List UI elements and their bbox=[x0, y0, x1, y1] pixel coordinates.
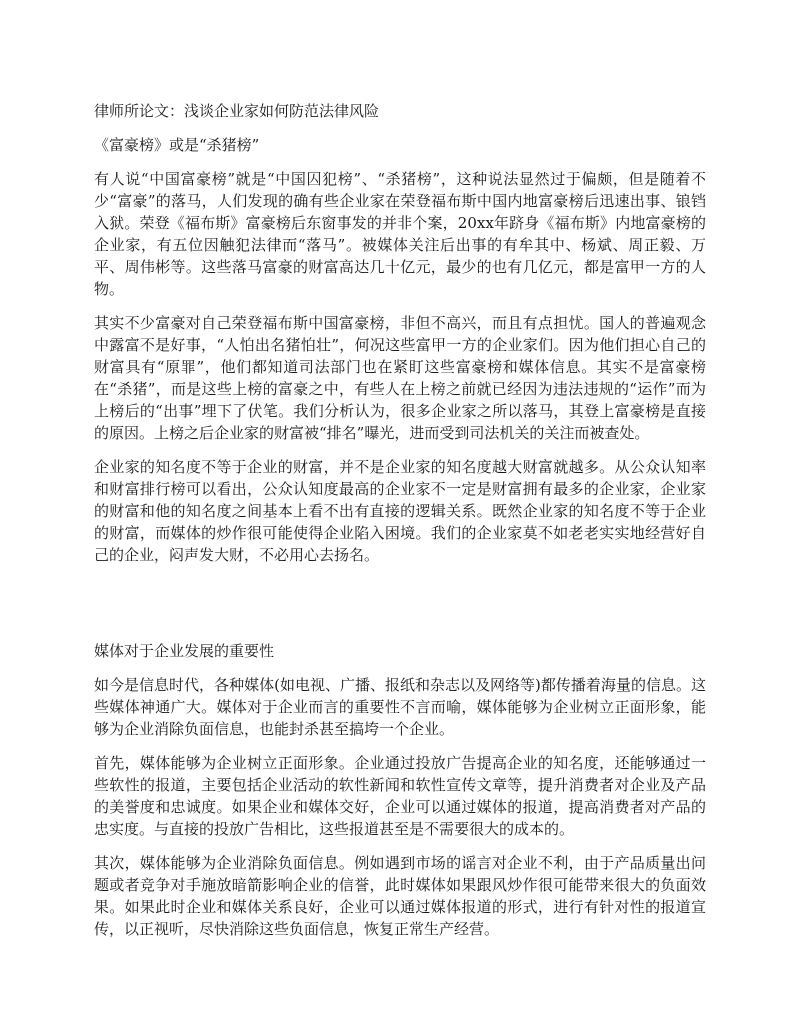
paragraph-rich-list-3: 企业家的知名度不等于企业的财富，并不是企业家的知名度越大财富就越多。从公众认知率和财富排行榜可以看出，公众认知度最高的企业家不一定是财富拥有最多的企业家，企业家的财富和他的知名度之间基本上看不出有直接的逻辑关系。既然企业家的知名度不等于企业的财富，而媒体的炒作很可能使得企业陷入困境。我们的企业家莫不如老老实实地经营好自己的企业，闷声发大财，不必用心去扬名。 bbox=[94, 458, 706, 564]
document-page bbox=[94, 100, 706, 952]
section-heading-rich-list: 《富豪榜》或是“杀猪榜” bbox=[94, 136, 260, 154]
paragraph-media-1: 如今是信息时代，各种媒体(如电视、广播、报纸和杂志以及网络等)都传播着海量的信息。这些媒体神通广大。媒体对于企业而言的重要性不言而喻，媒体能够为企业树立正面形象，能够为企业消除负面信息，也能封杀甚至搞垮一个企业。 bbox=[94, 676, 706, 738]
paragraph-media-2: 首先，媒体能够为企业树立正面形象。企业通过投放广告提高企业的知名度，还能够通过一些软性的报道，主要包括企业活动的软性新闻和软性宣传文章等，提升消费者对企业及产品的美誉度和忠诚度。如果企业和媒体交好，企业可以通过媒体的报道，提高消费者对产品的忠实度。与直接的投放广告相比，这些报道甚至是不需要很大的成本的。 bbox=[94, 754, 706, 838]
document-title: 律师所论文：浅谈企业家如何防范法律风险 bbox=[94, 102, 380, 120]
paragraph-media-3: 其次，媒体能够为企业消除负面信息。例如遇到市场的谣言对企业不利，由于产品质量出问题或者竞争对手施放暗箭影响企业的信誉，此时媒体如果跟风炒作很可能带来很大的负面效果。如果此时企业和媒体关系良好，企业可以通过媒体报道的形式，进行有针对性的报道宣传，以正视听，尽快消除这些负面信息，恢复正常生产经营。 bbox=[94, 854, 706, 938]
paragraph-rich-list-1: 有人说“中国富豪榜”就是“中国囚犯榜”、“杀猪榜”，这种说法显然过于偏颇，但是随着不少“富豪”的落马，人们发现的确有些企业家在荣登福布斯中国内地富豪榜后迅速出事、锒铛入狱。荣登《福布斯》富豪榜后东窗事发的并非个案，20xx年跻身《福布斯》内地富豪榜的企业家，有五位因触犯法律而“落马”。被媒体关注后出事的有牟其中、杨斌、周正毅、万平、周伟彬等。这些落马富豪的财富高达几十亿元，最少的也有几亿元，都是富甲一方的人物。 bbox=[94, 170, 706, 298]
section-heading-media: 媒体对于企业发展的重要性 bbox=[94, 642, 275, 660]
paragraph-rich-list-2: 其实不少富豪对自己荣登福布斯中国富豪榜，非但不高兴，而且有点担忧。国人的普遍观念中露富不是好事，“人怕出名猪怕壮”，何况这些富甲一方的企业家们。因为他们担心自己的财富具有“原罪”，他们都知道司法部门也在紧盯这些富豪榜和媒体信息。其实不是富豪榜在“杀猪”，而是这些上榜的富豪之中，有些人在上榜之前就已经因为违法违规的“运作”而为上榜后的“出事”埋下了伏笔。我们分析认为，很多企业家之所以落马，其登上富豪榜是直接的原因。上榜之后企业家的财富被“排名”曝光，进而受到司法机关的关注而被查处。 bbox=[94, 314, 706, 442]
section-spacer bbox=[94, 578, 706, 640]
